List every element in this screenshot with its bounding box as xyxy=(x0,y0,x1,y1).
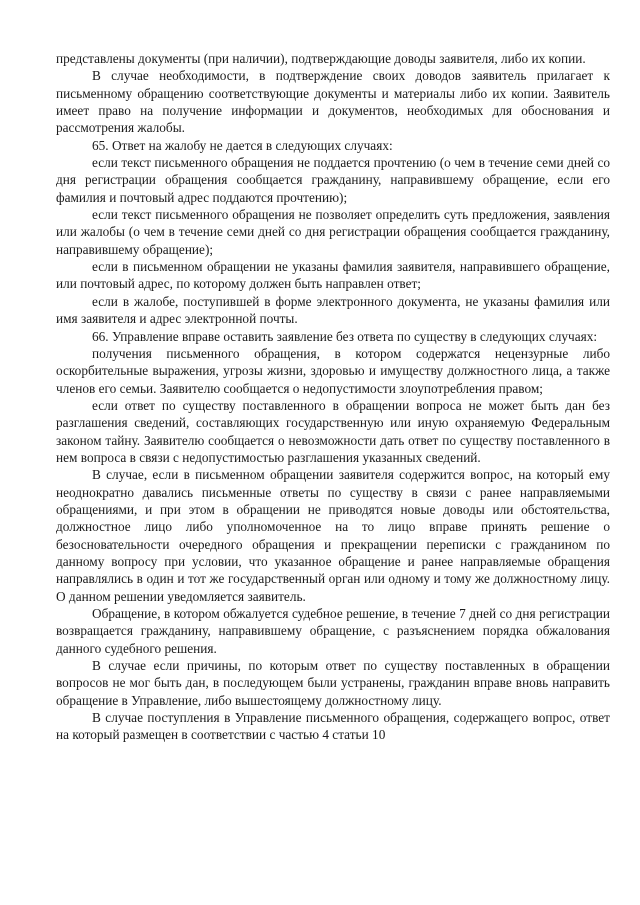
paragraph-repeated-appeal: В случае, если в письменном обращении заявителя содержится вопрос, на который ему неоднократно давались письменные ответы по существу в связи с ранее направляемыми обращениями, и при этом в обращении не приводятся новые доводы или обстоятельства, должностное лицо либо уполномоченное на то лицо вправе принять решение о безосновательности очередного обращения и прекращении переписки с гражданином по данному вопросу при условии, что указанное обращение и ранее направляемые обращения направлялись в один и тот же государственный орган или одному и тому же должностному лицу. О данном решении уведомляется заявитель. xyxy=(56,467,610,604)
paragraph-supporting-documents: В случае необходимости, в подтверждение своих доводов заявитель прилагает к письменному обращению соответствующие документы и материалы либо их копии. Заявитель имеет право на получение информации и документов, необходимых для обоснования и рассмотрения жалобы. xyxy=(56,68,610,136)
paragraph-reasons-eliminated: В случае если причины, по которым ответ по существу поставленных в обращении вопросов не мог быть дан, в последующем были устранены, гражданин вправе вновь направить обращение в Управление, либо вышестоящему должностному лицу. xyxy=(56,658,610,708)
document-page xyxy=(56,50,610,744)
paragraph-court-decision: Обращение, в котором обжалуется судебное решение, в течение 7 дней со дня регистрации возвращается гражданину, направившему обращение, с разъяснением порядка обжалования данного судебного решения. xyxy=(56,606,610,656)
paragraph-clause-65-case-4: если в жалобе, поступившей в форме электронного документа, не указаны фамилия или имя заявителя и адрес электронной почты. xyxy=(56,293,610,327)
paragraph-clause-65-case-3: если в письменном обращении не указаны фамилия заявителя, направившего обращение, или почтовый адрес, по которому должен быть направлен ответ; xyxy=(56,259,610,292)
paragraph-continuation: представлены документы (при наличии), подтверждающие доводы заявителя, либо их копии. xyxy=(56,51,586,66)
paragraph-clause-65-case-2: если текст письменного обращения не позволяет определить суть предложения, заявления или жалобы (о чем в течение семи дней со дня регистрации обращения сообщается гражданину, направившему обращение); xyxy=(56,207,610,257)
paragraph-clause-66: 66. Управление вправе оставить заявление без ответа по существу в следующих случаях: xyxy=(92,328,598,344)
paragraph-published-answer: В случае поступления в Управление письменного обращения, содержащего вопрос, ответ на который размещен в соответствии с частью 4 статьи 10 xyxy=(56,710,610,743)
paragraph-clause-65-case-1: если текст письменного обращения не поддается прочтению (о чем в течение семи дней со дня регистрации обращения сообщается гражданину, направившему обращение, если его фамилия и почтовый адрес поддаются прочтению); xyxy=(56,155,610,205)
paragraph-clause-66-case-2: если ответ по существу поставленного в обращении вопроса не может быть дан без разглашения сведений, составляющих государственную или иную охраняемую Федеральным законом тайну. Заявителю сообщается о невозможности дать ответ по существу поставленного в нем вопроса в связи с недопустимостью разглашения указанных сведений. xyxy=(56,397,610,465)
paragraph-clause-65: 65. Ответ на жалобу не дается в следующих случаях: xyxy=(92,137,393,153)
paragraph-clause-66-case-1: получения письменного обращения, в котором содержатся нецензурные либо оскорбительные выражения, угрозы жизни, здоровью и имуществу должностного лица, а также членов его семьи. Заявителю сообщается о недопустимости злоупотребления правом; xyxy=(56,345,610,396)
